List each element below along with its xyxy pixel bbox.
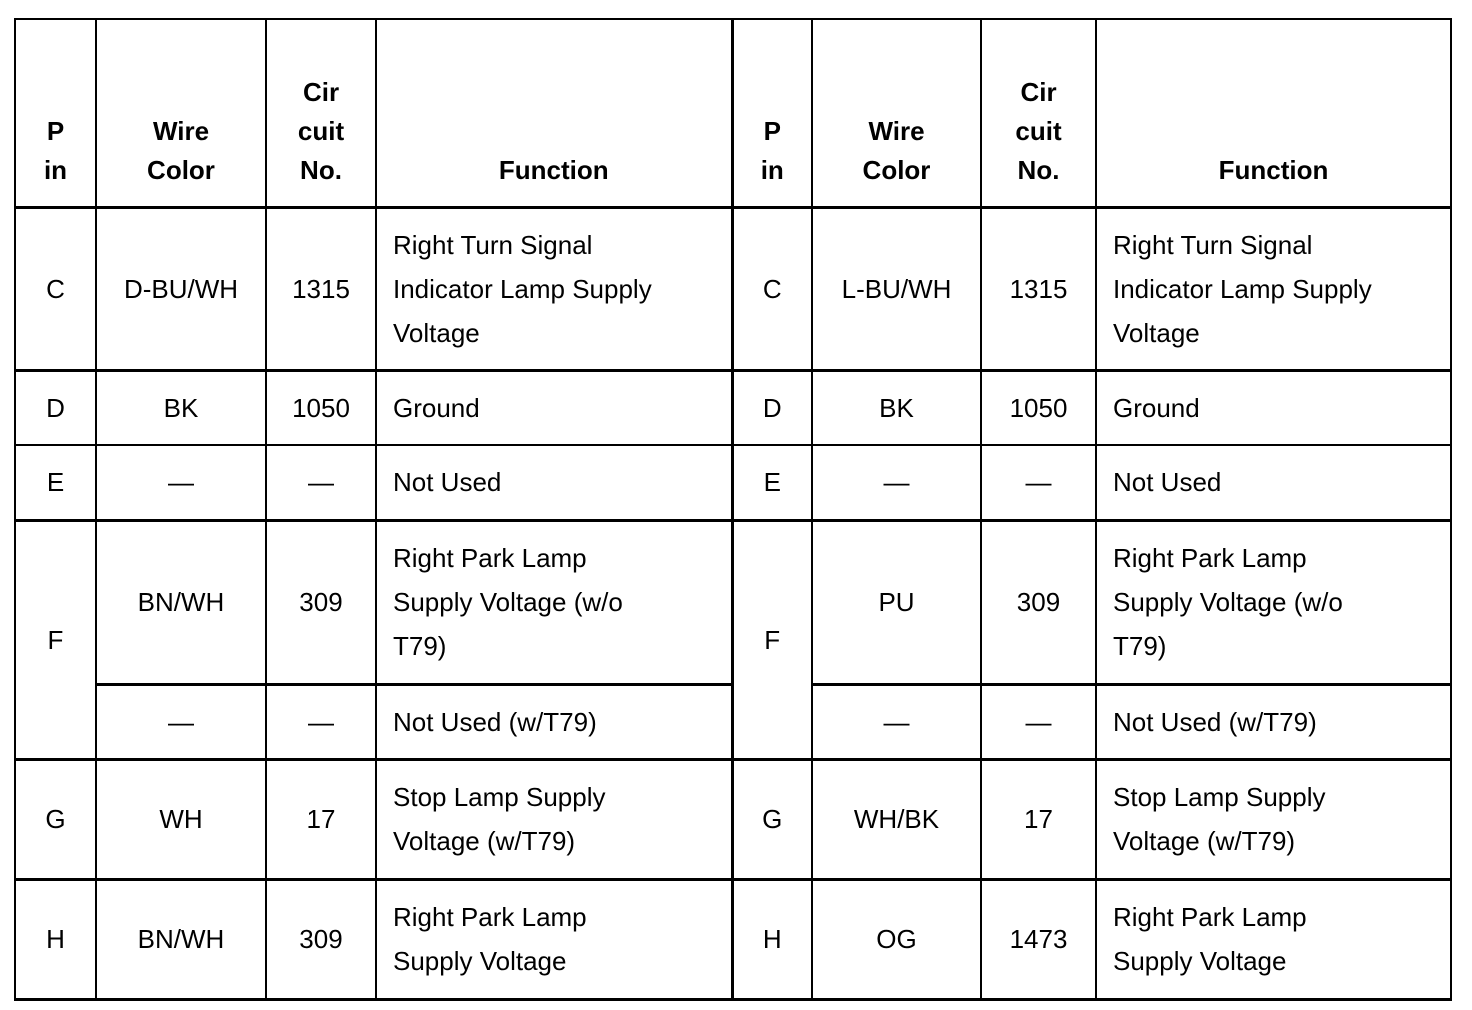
- pin-cell: G: [15, 759, 96, 879]
- function-cell: Right Turn Signal Indicator Lamp Supply Voltage: [376, 207, 732, 370]
- circuit-cell: 309: [266, 520, 376, 684]
- function-cell: Right Park Lamp Supply Voltage: [376, 879, 732, 999]
- header-circuit-left: Cir cuit No.: [266, 19, 376, 207]
- header-wire-color-right: Wire Color: [812, 19, 981, 207]
- function-cell: Ground: [376, 370, 732, 445]
- header-row: [15, 19, 1451, 207]
- wire-color-cell: D-BU/WH: [96, 207, 266, 370]
- wire-color-cell: WH/BK: [812, 759, 981, 879]
- wire-color-cell: —: [96, 684, 266, 759]
- function-cell: Stop Lamp Supply Voltage (w/T79): [376, 759, 732, 879]
- pin-cell: H: [732, 879, 812, 999]
- function-cell: Not Used (w/T79): [1096, 684, 1451, 759]
- pin-cell: H: [15, 879, 96, 999]
- wire-color-cell: —: [812, 445, 981, 520]
- pin-cell: F: [732, 520, 812, 759]
- circuit-cell: 309: [981, 520, 1096, 684]
- header-wire-color-left: Wire Color: [96, 19, 266, 207]
- header-pin-left: P in: [15, 19, 96, 207]
- circuit-cell: 17: [266, 759, 376, 879]
- pin-cell: D: [15, 370, 96, 445]
- wire-color-cell: L-BU/WH: [812, 207, 981, 370]
- circuit-cell: 17: [981, 759, 1096, 879]
- function-cell: Right Park Lamp Supply Voltage (w/o T79): [1096, 520, 1451, 684]
- wire-color-cell: BK: [812, 370, 981, 445]
- circuit-cell: —: [981, 684, 1096, 759]
- function-cell: Not Used: [1096, 445, 1451, 520]
- wire-color-cell: OG: [812, 879, 981, 999]
- header-function-right: Function: [1096, 19, 1451, 207]
- function-cell: Ground: [1096, 370, 1451, 445]
- circuit-cell: 1315: [266, 207, 376, 370]
- header-pin-right: P in: [732, 19, 812, 207]
- circuit-cell: 1050: [981, 370, 1096, 445]
- table-row: [15, 759, 1451, 879]
- pin-cell: C: [732, 207, 812, 370]
- wire-color-cell: —: [812, 684, 981, 759]
- table-row: [15, 370, 1451, 445]
- circuit-cell: —: [981, 445, 1096, 520]
- wire-color-cell: BN/WH: [96, 879, 266, 999]
- function-cell: Right Park Lamp Supply Voltage (w/o T79): [376, 520, 732, 684]
- circuit-cell: 1050: [266, 370, 376, 445]
- function-cell: Not Used: [376, 445, 732, 520]
- wire-color-cell: —: [96, 445, 266, 520]
- table-row: [15, 445, 1451, 520]
- wire-color-cell: BK: [96, 370, 266, 445]
- circuit-cell: 1473: [981, 879, 1096, 999]
- wire-color-cell: WH: [96, 759, 266, 879]
- pin-cell: D: [732, 370, 812, 445]
- pin-cell: E: [732, 445, 812, 520]
- wire-color-cell: BN/WH: [96, 520, 266, 684]
- function-cell: Right Park Lamp Supply Voltage: [1096, 879, 1451, 999]
- table-row: [15, 520, 1451, 684]
- table-row: [15, 207, 1451, 370]
- circuit-cell: 309: [266, 879, 376, 999]
- wire-color-cell: PU: [812, 520, 981, 684]
- header-circuit-right: Cir cuit No.: [981, 19, 1096, 207]
- pin-cell: F: [15, 520, 96, 759]
- pin-cell: G: [732, 759, 812, 879]
- pin-cell: C: [15, 207, 96, 370]
- pin-cell: E: [15, 445, 96, 520]
- function-cell: Right Turn Signal Indicator Lamp Supply Voltage: [1096, 207, 1451, 370]
- header-function-left: Function: [376, 19, 732, 207]
- table-row: [15, 879, 1451, 999]
- circuit-cell: 1315: [981, 207, 1096, 370]
- function-cell: Stop Lamp Supply Voltage (w/T79): [1096, 759, 1451, 879]
- pinout-table: [14, 18, 1452, 1001]
- circuit-cell: —: [266, 445, 376, 520]
- function-cell: Not Used (w/T79): [376, 684, 732, 759]
- circuit-cell: —: [266, 684, 376, 759]
